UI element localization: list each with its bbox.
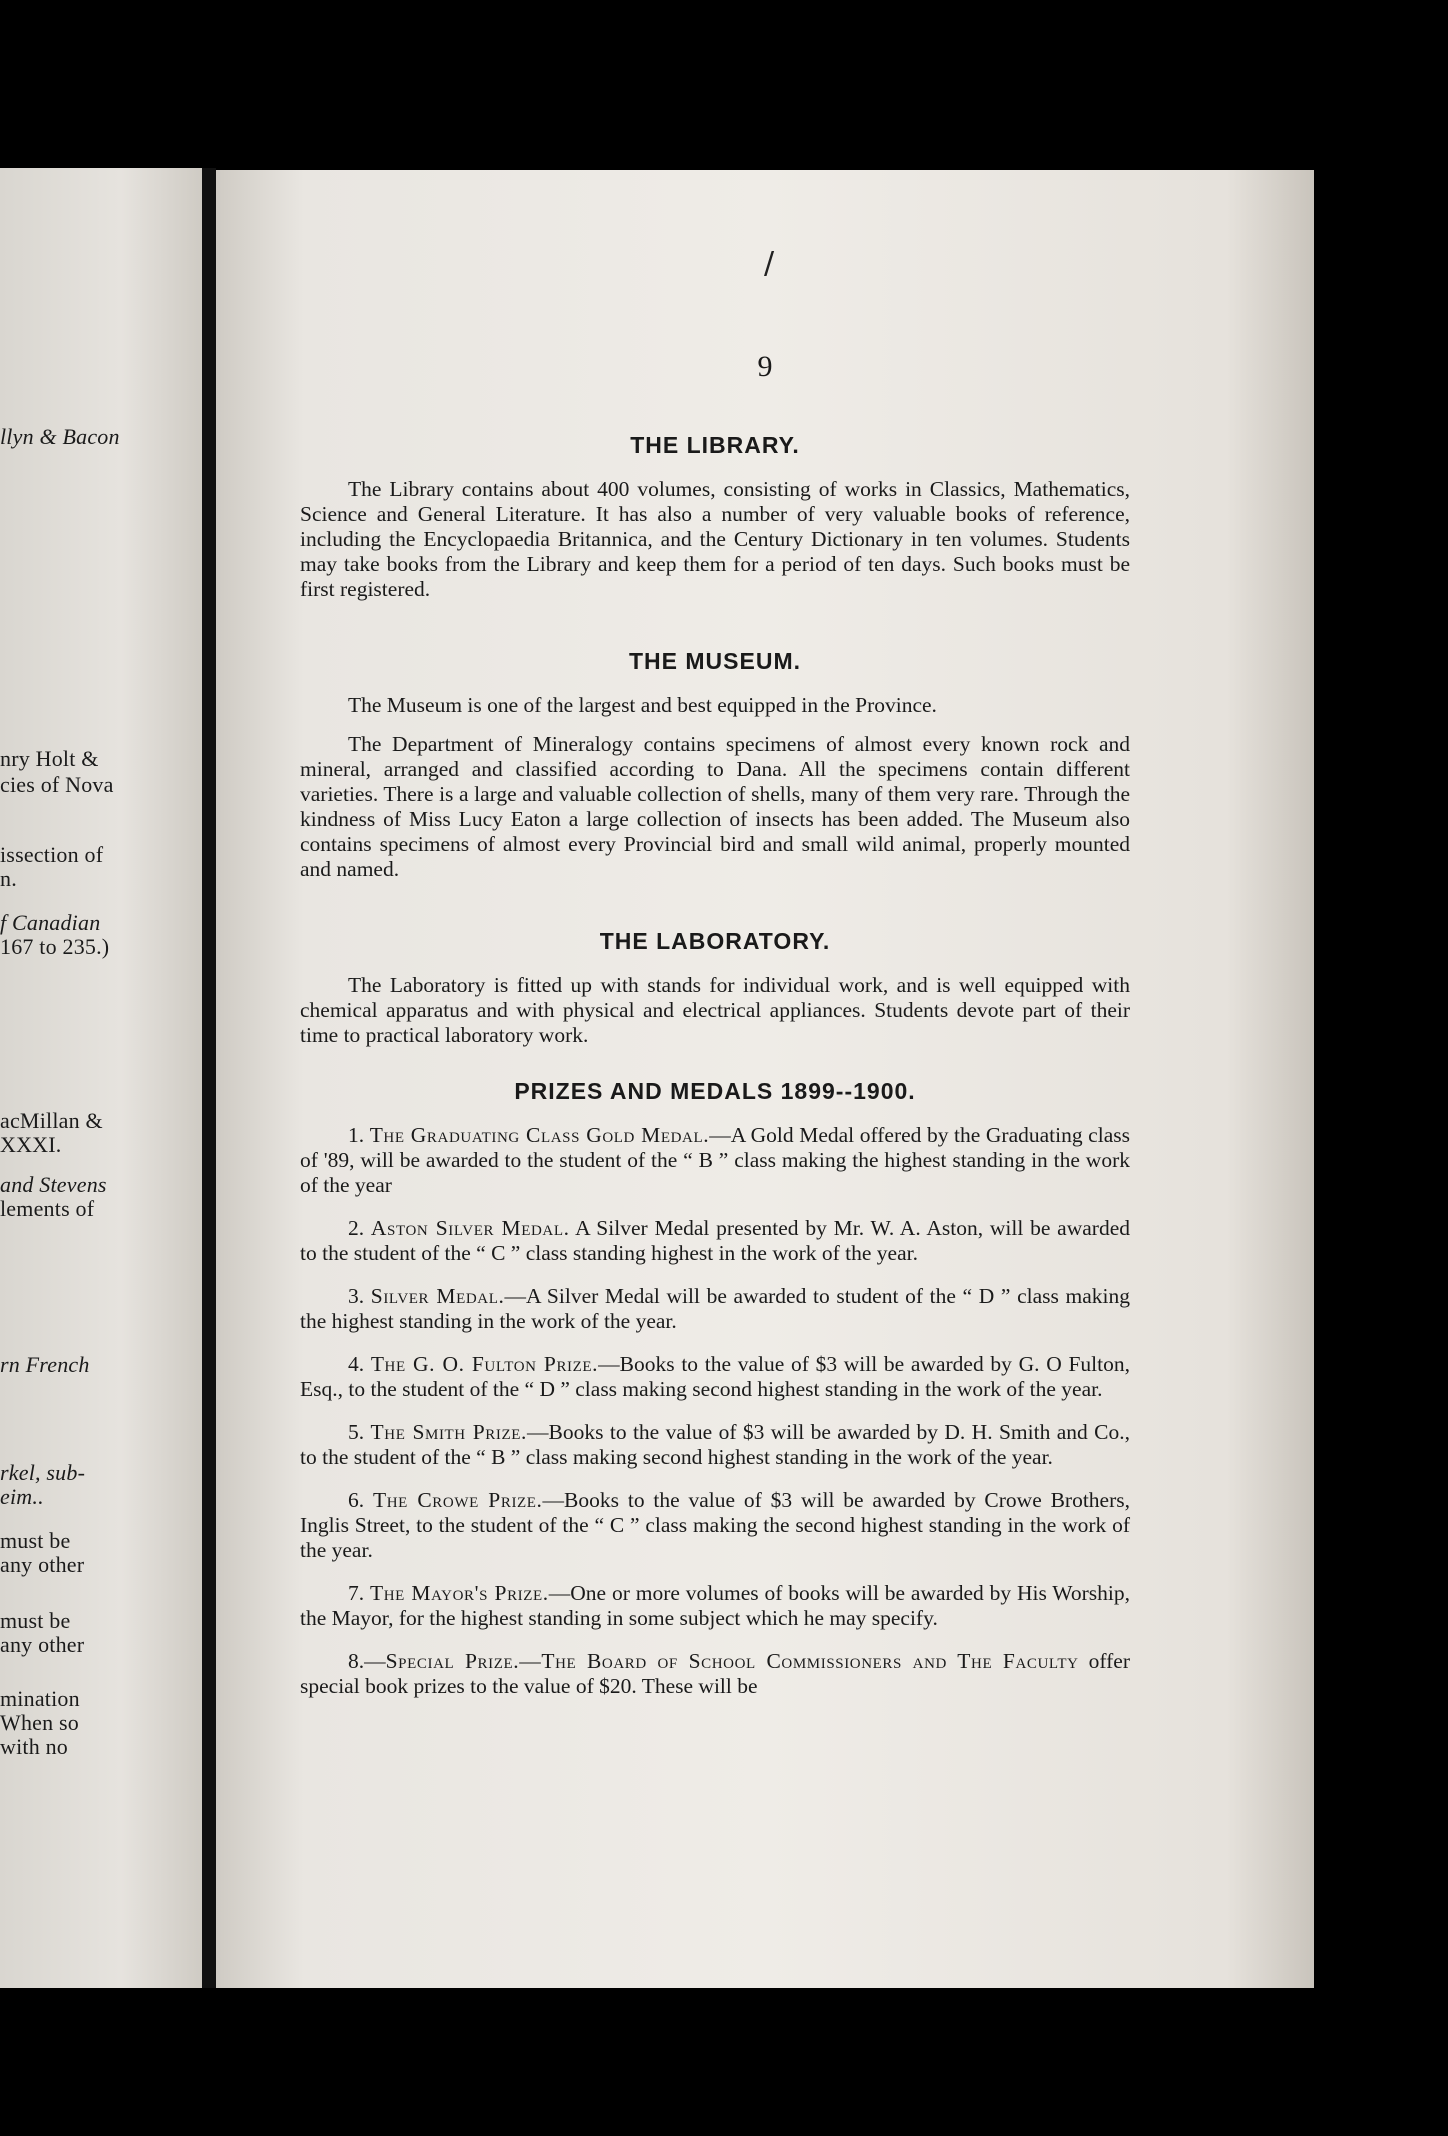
prize-item [300, 1488, 1130, 1563]
left-page-line: llyn & Bacon [0, 424, 120, 449]
laboratory-heading: THE LABORATORY. [599, 928, 831, 954]
prize-item [300, 1216, 1130, 1266]
page-gutter [202, 168, 216, 1988]
prize-title: Silver Medal. [370, 1284, 505, 1308]
prize-number: 1. [348, 1123, 365, 1147]
prize-number: 6. [348, 1488, 365, 1512]
museum-section [300, 648, 1130, 896]
prize-number: 5. [348, 1420, 365, 1444]
left-page-line: nry Holt & [0, 746, 99, 771]
left-page-line: lements of [0, 1196, 95, 1221]
prize-item [300, 1123, 1130, 1198]
prize-item [300, 1420, 1130, 1470]
prize-number: 4. [348, 1352, 365, 1376]
prize-text: —Books to the value of $3 will be awarded by G. O Fulton, Esq., to the student of the “ D ” class making second highest standing in the work of the year. [300, 1352, 1130, 1401]
prize-text: —Books to the value of $3 will be awarded by Crowe Brothers, Inglis Street, to the student of the “ C ” class making the second highest standing in the work of the year. [300, 1488, 1130, 1562]
left-page-line: mination [0, 1686, 80, 1711]
left-page-line: and Stevens [0, 1172, 107, 1197]
prize-title: Aston Silver Medal. [370, 1216, 570, 1240]
prize-title: The Mayor's Prize. [370, 1581, 549, 1605]
left-page-line: f Canadian [0, 910, 101, 935]
prize-title: Special Prize.—The Board of School Commissioners and The Faculty [385, 1649, 1079, 1673]
prizes-section [300, 1078, 1130, 1717]
left-page-line: n. [0, 866, 17, 891]
laboratory-section [300, 928, 1130, 1062]
prize-number: 8.— [348, 1649, 386, 1673]
pen-mark: / [764, 246, 775, 281]
museum-paragraph: The Department of Mineralogy contains specimens of almost every known rock and mineral, arranged and classified according to Dana. All the specimens contain different varieties. There is a large and valuable collection of shells, many of them very rare. Through the kindness of Miss Lucy Eaton a large collection of insects has been added. The Museum also contains specimens of almost every Provincial bird and small wild animal, properly mounted and named. [300, 732, 1130, 881]
library-heading: THE LIBRARY. [630, 432, 800, 458]
prize-title: The G. O. Fulton Prize. [370, 1352, 599, 1376]
prize-text: —One or more volumes of books will be awarded by His Worship, the Mayor, for the highest standing in some subject which he may specify. [300, 1581, 1130, 1630]
main-page [216, 170, 1314, 1988]
left-page-line: any other [0, 1632, 85, 1657]
prize-number: 2. [348, 1216, 365, 1240]
prize-number: 3. [348, 1284, 365, 1308]
left-page-line: XXXI. [0, 1132, 62, 1157]
prize-item [300, 1581, 1130, 1631]
left-page-line: eim.. [0, 1484, 44, 1509]
museum-heading: THE MUSEUM. [629, 648, 801, 674]
prize-title: The Graduating Class Gold Medal. [369, 1123, 710, 1147]
left-page-line: must be [0, 1528, 71, 1553]
left-page-line: rkel, sub- [0, 1460, 86, 1485]
prize-text: —Books to the value of $3 will be awarded by D. H. Smith and Co., to the student of the “ B ” class making second highest standing in the work of the year. [300, 1420, 1131, 1469]
prize-text: —A Silver Medal will be awarded to student of the “ D ” class making the highest standing in the work of the year. [300, 1284, 1131, 1333]
library-paragraph: The Library contains about 400 volumes, consisting of works in Classics, Mathematics, Science and General Literature. It has also a number of very valuable books of reference, including the Encyclopaedia Britannica, and the Century Dictionary in ten volumes. Students may take books from the Library and keep them for a period of ten days. Such books must be first registered. [300, 477, 1130, 601]
left-page-line: any other [0, 1552, 85, 1577]
left-page-line: rn French [0, 1352, 90, 1377]
prize-number: 7. [348, 1581, 365, 1605]
left-page-line: must be [0, 1608, 71, 1633]
prize-text: A Silver Medal presented by Mr. W. A. Aston, will be awarded to the student of the “ C ” class standing highest in the work of the year. [300, 1216, 1130, 1265]
prize-item [300, 1649, 1130, 1699]
museum-paragraph: The Museum is one of the largest and best equipped in the Province. [348, 693, 937, 717]
left-page-line: acMillan & [0, 1108, 103, 1133]
page-number: 9 [757, 350, 773, 383]
left-page-line: 167 to 235.) [0, 934, 110, 959]
prizes-heading: PRIZES AND MEDALS 1899--1900. [514, 1078, 916, 1104]
prize-item [300, 1284, 1130, 1334]
library-section [300, 432, 1130, 616]
left-page-line: with no [0, 1734, 69, 1759]
prize-title: The Crowe Prize. [372, 1488, 543, 1512]
prize-text: —A Gold Medal offered by the Graduating class of '89, will be awarded to the student of the “ B ” class making the highest standing in the work of the year [300, 1123, 1130, 1197]
laboratory-paragraph: The Laboratory is fitted up with stands for individual work, and is well equipped with chemical apparatus and with physical and electrical appliances. Students devote part of their time to practical laboratory work. [300, 973, 1130, 1047]
previous-page-fragment [0, 168, 202, 1988]
left-page-line: issection of [0, 842, 104, 867]
prize-text: offer special book prizes to the value of $20. These will be [300, 1649, 1130, 1698]
left-page-line: cies of Nova [0, 772, 114, 797]
left-page-line: When so [0, 1710, 79, 1735]
prize-item [300, 1352, 1130, 1402]
prize-title: The Smith Prize. [370, 1420, 527, 1444]
